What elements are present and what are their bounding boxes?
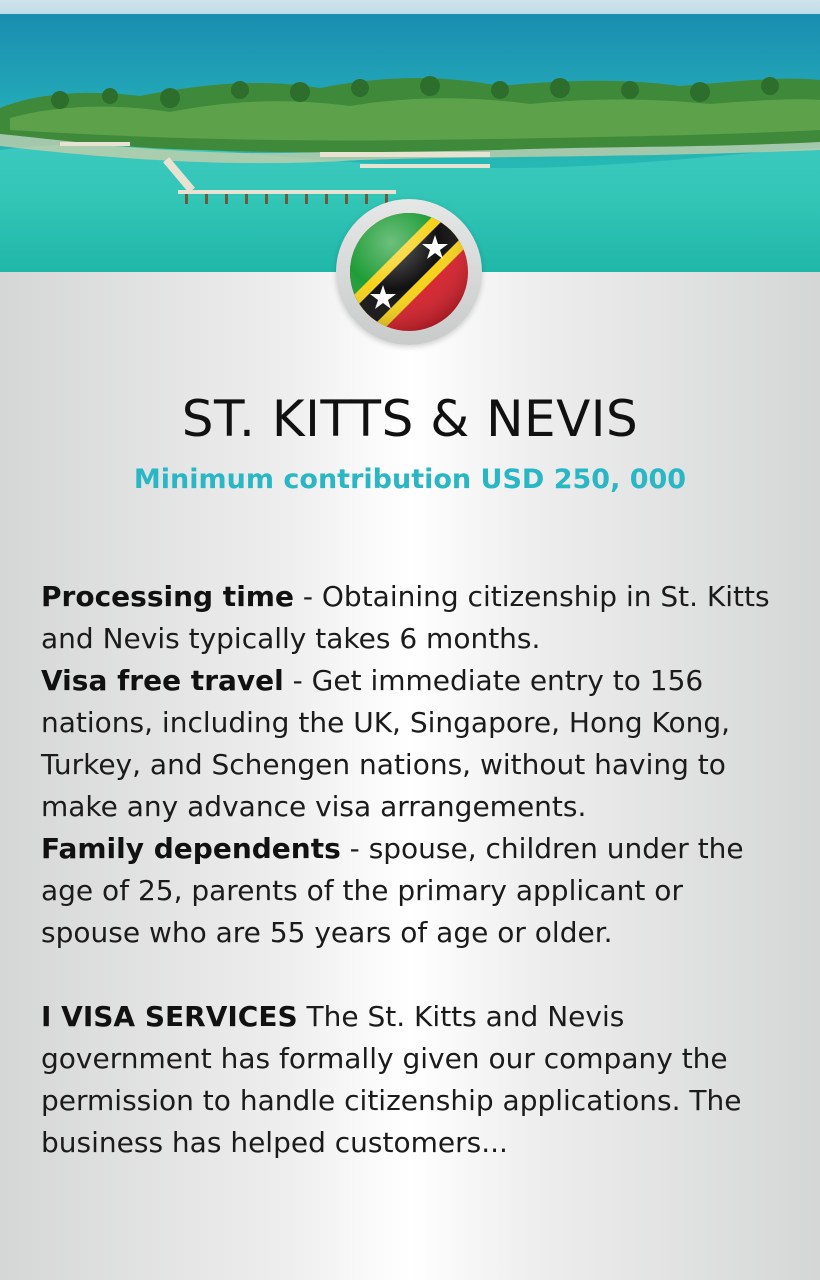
flag-badge (336, 199, 482, 345)
family-dependents-label: Family dependents (41, 832, 341, 865)
company-paragraph (41, 996, 781, 1164)
visa-free-travel-text: Get immediate entry to 156 nations, including the UK, Singapore, Hong Kong, Turkey, and Schengen nations, without having to make any advance visa arrangements. (41, 664, 731, 823)
processing-time-label: Processing time (41, 580, 294, 613)
processing-time-text: Obtaining citizenship in St. Kitts and Nevis typically takes 6 months. (41, 580, 770, 655)
paragraph-spacer (41, 954, 781, 996)
visa-free-travel-paragraph (41, 660, 781, 828)
family-dependents-paragraph (41, 828, 781, 954)
visa-free-travel-separator: - (283, 664, 312, 697)
country-title: ST. KITTS & NEVIS (181, 390, 639, 448)
company-name: I VISA SERVICES (41, 1000, 298, 1033)
processing-time-paragraph (41, 576, 781, 660)
visa-free-travel-label: Visa free travel (41, 664, 284, 697)
family-dependents-separator: - (340, 832, 369, 865)
st-kitts-and-nevis-flag-icon (350, 213, 468, 331)
family-dependents-text: spouse, children under the age of 25, parents of the primary applicant or spouse who are 55 years of age or older. (41, 832, 744, 949)
minimum-contribution: Minimum contribution USD 250, 000 (133, 464, 687, 495)
company-text: The St. Kitts and Nevis government has formally given our company the permission to handle citizenship applications. The business has helped customers... (41, 1000, 742, 1159)
processing-time-separator: - (293, 580, 322, 613)
details-text (41, 576, 781, 1164)
